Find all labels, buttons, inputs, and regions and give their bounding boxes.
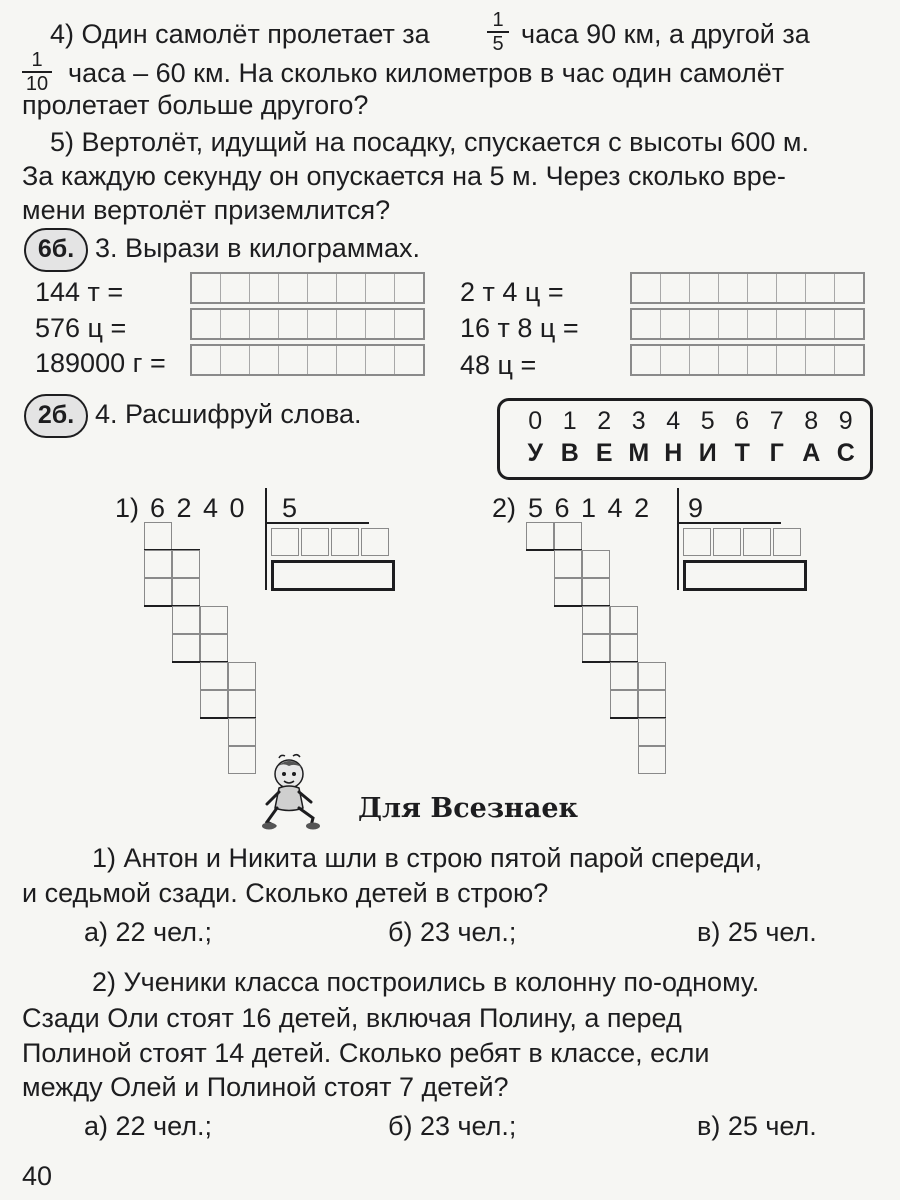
cipher-letters-row	[518, 439, 863, 468]
cipher-letter: И	[698, 439, 717, 467]
division-1-bar	[265, 488, 267, 590]
division-2-divisor: 9	[688, 493, 704, 523]
task3-left-item-1: 144 т =	[35, 277, 124, 307]
task3-title: 3. Вырази в килограммах.	[95, 233, 420, 263]
answer-grid[interactable]	[190, 344, 425, 376]
cipher-letter: Т	[734, 439, 750, 467]
division-1-bar	[265, 522, 369, 524]
cipher-digit: 8	[804, 407, 819, 435]
problem-4-line2: часа – 60 км. На сколько километров в час один самолёт	[68, 58, 785, 88]
problem-5-line2: За каждую секунду он опускается на 5 м. Через сколько вре-	[22, 161, 786, 191]
problem-5-line1: 5) Вертолёт, идущий на посадку, спускается с высоты 600 м.	[50, 127, 809, 157]
answer-grid[interactable]	[630, 308, 865, 340]
division-2-bar	[677, 488, 679, 590]
bonus-q1-line1: 1) Антон и Никита шли в строю пятой парой спереди,	[92, 843, 763, 873]
bonus-q2-option-c[interactable]: в) 25 чел.	[697, 1111, 817, 1141]
cipher-letter: М	[628, 439, 650, 467]
cipher-digit: 2	[597, 407, 612, 435]
bonus-q2-option-a[interactable]: а) 22 чел.;	[84, 1111, 212, 1141]
bonus-q1-option-c[interactable]: в) 25 чел.	[697, 917, 817, 947]
page-number: 40	[22, 1161, 53, 1191]
problem-5-line3: мени вертолёт приземлится?	[22, 195, 391, 225]
division-2-dividend: 5 6 1 4 2	[528, 493, 652, 523]
cipher-key-box	[497, 398, 873, 480]
bonus-q1-option-b[interactable]: б) 23 чел.;	[388, 917, 517, 947]
division-1-dividend: 6 2 4 0	[150, 493, 247, 523]
division-1-answer-box[interactable]	[271, 560, 395, 591]
cipher-letter: С	[836, 439, 855, 467]
cipher-digits-row	[518, 407, 863, 436]
division-1-divisor: 5	[282, 493, 298, 523]
bonus-q1-option-a[interactable]: а) 22 чел.;	[84, 917, 212, 947]
cipher-digit: 9	[838, 407, 853, 435]
task3-right-item-1: 2 т 4 ц =	[460, 277, 564, 307]
cipher-digit: 5	[700, 407, 715, 435]
problem-4-line1-start: 4) Один самолёт пролетает за	[50, 19, 430, 49]
bonus-q2-option-b[interactable]: б) 23 чел.;	[388, 1111, 517, 1141]
cipher-letter: У	[527, 439, 544, 467]
cipher-digit: 3	[631, 407, 646, 435]
division-2-label: 2)	[492, 493, 517, 523]
points-badge-task4: 2б.	[24, 394, 88, 438]
answer-grid[interactable]	[190, 272, 425, 304]
bonus-q1-line2: и седьмой сзади. Сколько детей в строю?	[22, 878, 549, 908]
answer-grid[interactable]	[190, 308, 425, 340]
bonus-q2-line1: 2) Ученики класса построились в колонну по-одному.	[92, 967, 760, 997]
cipher-digit: 6	[735, 407, 750, 435]
cipher-letter: А	[802, 439, 821, 467]
cipher-letter: Е	[595, 439, 613, 467]
cipher-letter: Н	[664, 439, 683, 467]
task3-left-item-2: 576 ц =	[35, 313, 127, 343]
problem-4-line3: пролетает больше другого?	[22, 90, 369, 120]
division-2-answer-box[interactable]	[683, 560, 807, 591]
points-badge-task3: 6б.	[24, 228, 88, 272]
division-1-label: 1)	[115, 493, 140, 523]
cipher-letter: В	[560, 439, 579, 467]
task3-left-item-3: 189000 г =	[35, 348, 166, 378]
task4-title: 4. Расшифруй слова.	[95, 399, 362, 429]
cipher-digit: 4	[666, 407, 681, 435]
answer-grid[interactable]	[630, 344, 865, 376]
cipher-letter: Г	[769, 439, 784, 467]
task3-right-item-2: 16 т 8 ц =	[460, 313, 579, 343]
bonus-q2-line3: Полиной стоят 14 детей. Сколько ребят в классе, если	[22, 1038, 710, 1068]
fraction-one-tenth: 1 10	[22, 50, 52, 94]
task3-right-item-3: 48 ц =	[460, 350, 537, 380]
cipher-digit: 7	[769, 407, 784, 435]
bonus-q2-line2: Сзади Оли стоят 16 детей, включая Полину, а перед	[22, 1003, 682, 1033]
bonus-q2-line4: между Олей и Полиной стоят 7 детей?	[22, 1072, 509, 1102]
problem-4-line1-end: часа 90 км, а другой за	[521, 19, 810, 49]
cipher-digit: 1	[562, 407, 577, 435]
section-title: Для Всезнаек	[358, 793, 578, 824]
cipher-digit: 0	[528, 407, 543, 435]
answer-grid[interactable]	[630, 272, 865, 304]
fraction-one-fifth: 1 5	[487, 10, 509, 54]
child-mascot-illustration	[255, 752, 325, 832]
